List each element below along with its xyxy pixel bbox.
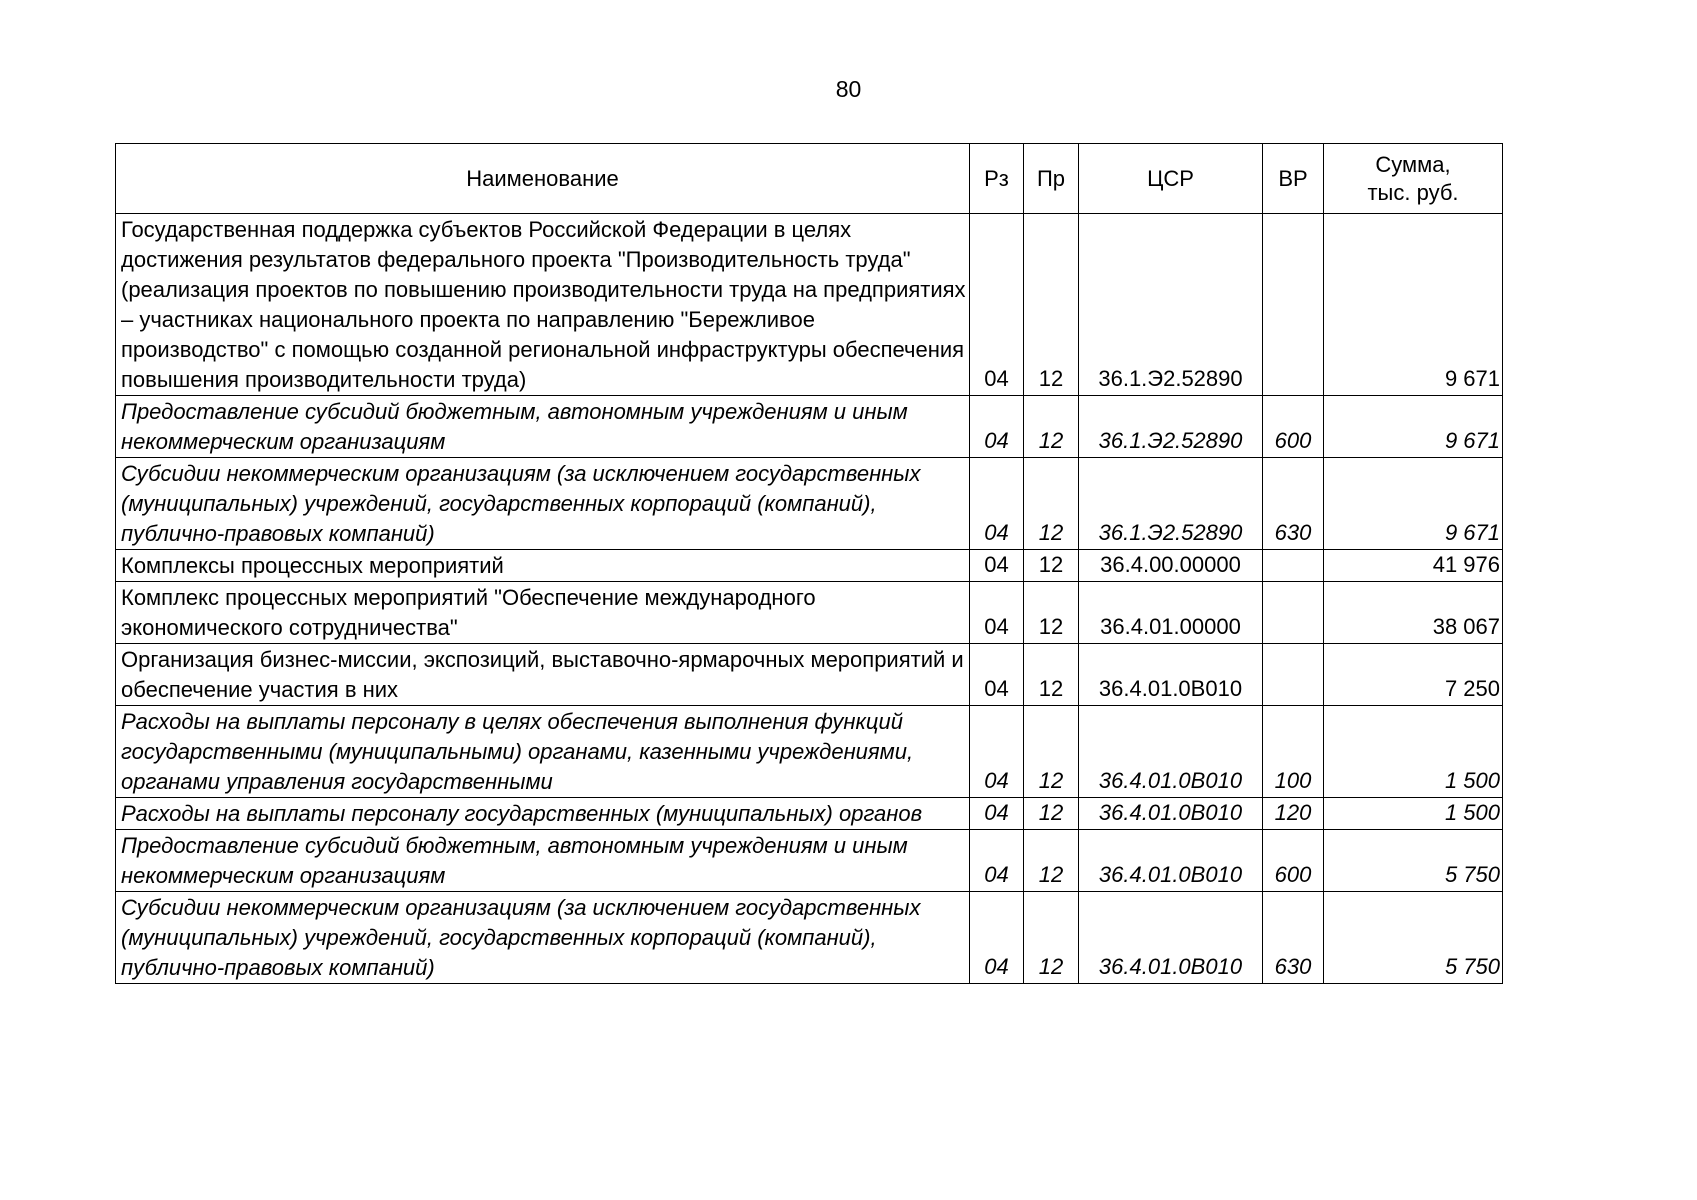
- row-sum: 5 750: [1324, 892, 1503, 984]
- row-rz: 04: [970, 706, 1024, 798]
- row-vr: [1263, 582, 1324, 644]
- row-rz: 04: [970, 214, 1024, 396]
- row-csr: 36.1.Э2.52890: [1079, 396, 1263, 458]
- row-rz: 04: [970, 458, 1024, 550]
- row-pr: 12: [1024, 706, 1079, 798]
- row-vr: 630: [1263, 458, 1324, 550]
- row-pr: 12: [1024, 830, 1079, 892]
- table-row: [116, 550, 1503, 582]
- header-rz: Рз: [970, 144, 1024, 214]
- row-pr: 12: [1024, 582, 1079, 644]
- page-number: 80: [835, 76, 862, 102]
- row-pr: 12: [1024, 550, 1079, 582]
- table-row: [116, 892, 1503, 984]
- row-rz: 04: [970, 582, 1024, 644]
- row-pr: 12: [1024, 798, 1079, 830]
- header-pr: Пр: [1024, 144, 1079, 214]
- table-row: [116, 396, 1503, 458]
- row-rz: 04: [970, 644, 1024, 706]
- row-vr: 600: [1263, 396, 1324, 458]
- row-name: Субсидии некоммерческим организациям (за исключением государственных (муниципальных) учреждений, государственных корпораций (компаний), публично-правовых компаний): [116, 892, 970, 984]
- header-sum-line1: Сумма,: [1375, 151, 1451, 177]
- row-csr: 36.4.00.00000: [1079, 550, 1263, 582]
- table-row: [116, 644, 1503, 706]
- table-header-row: [116, 144, 1503, 214]
- header-name: Наименование: [116, 144, 970, 214]
- table-row: [116, 458, 1503, 550]
- row-pr: 12: [1024, 644, 1079, 706]
- row-sum: 38 067: [1324, 582, 1503, 644]
- row-name: Предоставление субсидий бюджетным, автономным учреждениям и иным некоммерческим организациям: [116, 396, 970, 458]
- row-vr: [1263, 550, 1324, 582]
- row-name: Расходы на выплаты персоналу в целях обеспечения выполнения функций государственными (муниципальными) органами, казенными учреждениями, органами управления государственными: [116, 706, 970, 798]
- header-sum: [1324, 144, 1503, 214]
- row-pr: 12: [1024, 458, 1079, 550]
- row-sum: 9 671: [1324, 458, 1503, 550]
- row-sum: 7 250: [1324, 644, 1503, 706]
- table-row: [116, 582, 1503, 644]
- row-rz: 04: [970, 830, 1024, 892]
- table-row: [116, 706, 1503, 798]
- row-name: Комплексы процессных мероприятий: [116, 550, 970, 582]
- row-name: Комплекс процессных мероприятий "Обеспечение международного экономического сотрудничества": [116, 582, 970, 644]
- row-name: Предоставление субсидий бюджетным, автономным учреждениям и иным некоммерческим организациям: [116, 830, 970, 892]
- row-csr: 36.4.01.0В010: [1079, 798, 1263, 830]
- header-csr: ЦСР: [1079, 144, 1263, 214]
- row-csr: 36.1.Э2.52890: [1079, 214, 1263, 396]
- row-pr: 12: [1024, 892, 1079, 984]
- row-sum: 1 500: [1324, 706, 1503, 798]
- row-sum: 1 500: [1324, 798, 1503, 830]
- row-csr: 36.4.01.0В010: [1079, 892, 1263, 984]
- row-csr: 36.4.01.0В010: [1079, 644, 1263, 706]
- row-name: Организация бизнес-миссии, экспозиций, выставочно-ярмарочных мероприятий и обеспечение участия в них: [116, 644, 970, 706]
- row-csr: 36.1.Э2.52890: [1079, 458, 1263, 550]
- row-pr: 12: [1024, 396, 1079, 458]
- row-sum: 9 671: [1324, 396, 1503, 458]
- row-csr: 36.4.01.0В010: [1079, 706, 1263, 798]
- row-rz: 04: [970, 892, 1024, 984]
- row-csr: 36.4.01.0В010: [1079, 830, 1263, 892]
- table-row: [116, 830, 1503, 892]
- row-rz: 04: [970, 550, 1024, 582]
- row-rz: 04: [970, 396, 1024, 458]
- header-sum-line2: тыс. руб.: [1367, 179, 1459, 205]
- row-sum: 9 671: [1324, 214, 1503, 396]
- row-name: Государственная поддержка субъектов Российской Федерации в целях достижения результатов федерального проекта "Производительность труда" (реализация проектов по повышению производительности труда на предприятиях – участниках национального проекта по направлению "Бережливое производство" с помощью созданной региональной инфраструктуры обеспечения повышения производительности труда): [116, 214, 970, 396]
- row-name: Субсидии некоммерческим организациям (за исключением государственных (муниципальных) учреждений, государственных корпораций (компаний), публично-правовых компаний): [116, 458, 970, 550]
- row-pr: 12: [1024, 214, 1079, 396]
- row-vr: [1263, 644, 1324, 706]
- row-vr: 630: [1263, 892, 1324, 984]
- row-sum: 5 750: [1324, 830, 1503, 892]
- row-vr: 120: [1263, 798, 1324, 830]
- table-row: [116, 214, 1503, 396]
- row-csr: 36.4.01.00000: [1079, 582, 1263, 644]
- budget-table: [115, 143, 1503, 984]
- row-sum: 41 976: [1324, 550, 1503, 582]
- row-vr: [1263, 214, 1324, 396]
- row-vr: 600: [1263, 830, 1324, 892]
- header-vr: ВР: [1263, 144, 1324, 214]
- row-name: Расходы на выплаты персоналу государственных (муниципальных) органов: [116, 798, 970, 830]
- row-rz: 04: [970, 798, 1024, 830]
- row-vr: 100: [1263, 706, 1324, 798]
- table-row: [116, 798, 1503, 830]
